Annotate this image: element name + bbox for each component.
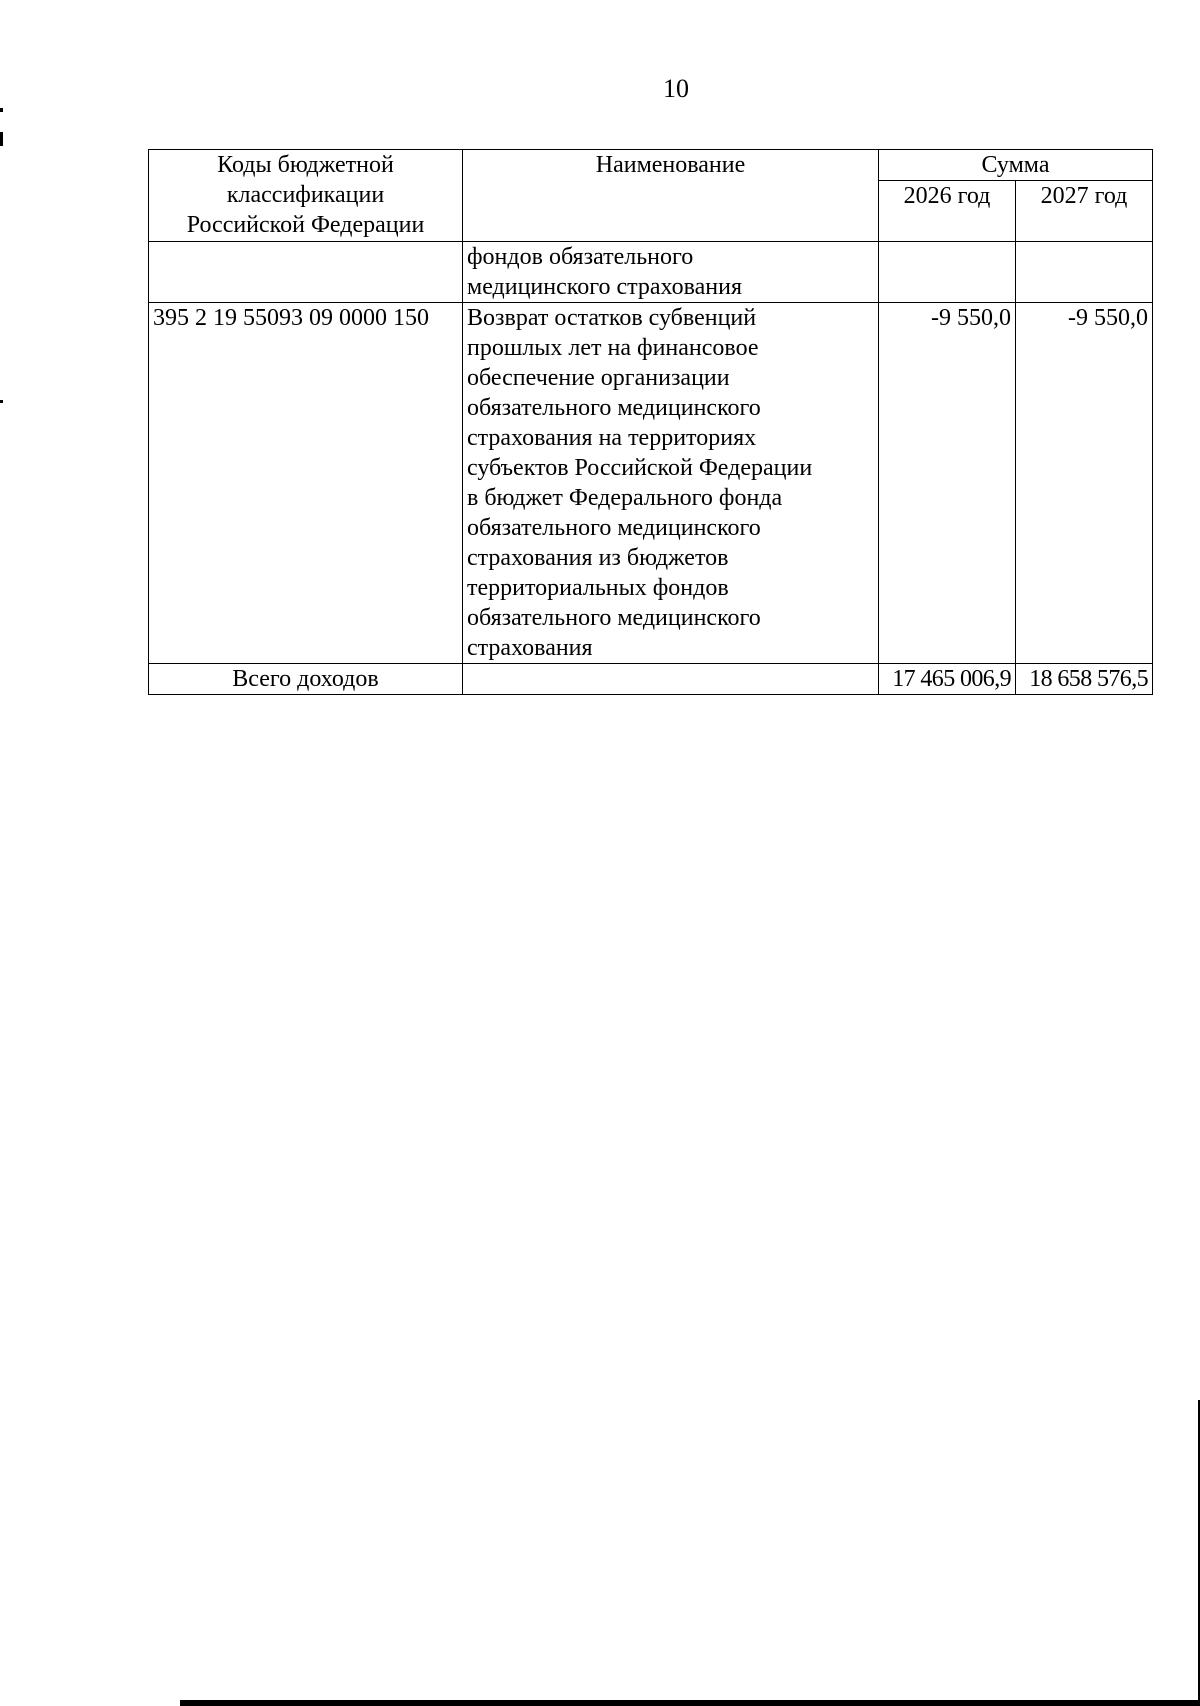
row-name-line: фондов обязательного bbox=[467, 244, 694, 270]
total-name bbox=[463, 664, 879, 695]
scan-edge-mark bbox=[0, 132, 3, 146]
row-value-2026: -9 550,0 bbox=[879, 303, 1016, 664]
row-value-2026 bbox=[879, 242, 1016, 303]
scan-edge-mark bbox=[0, 400, 3, 403]
header-sum: Сумма bbox=[879, 150, 1153, 181]
row-name-line: обязательного медицинского bbox=[467, 395, 761, 421]
row-name-line: в бюджет Федерального фонда bbox=[467, 485, 783, 511]
row-name-line: страхования на территориях bbox=[467, 425, 757, 451]
row-name-line: обеспечение организации bbox=[467, 365, 730, 391]
total-value-2026: 17 465 006,9 bbox=[879, 664, 1016, 695]
table-header bbox=[149, 150, 1153, 242]
row-code: 395 2 19 55093 09 0000 150 bbox=[149, 303, 463, 664]
scan-edge-mark bbox=[0, 108, 3, 112]
page-number: 10 bbox=[663, 74, 689, 103]
row-name-line: обязательного медицинского bbox=[467, 515, 761, 541]
row-name-line: территориальных фондов bbox=[467, 575, 729, 601]
total-label: Всего доходов bbox=[149, 664, 463, 695]
table-row bbox=[149, 303, 1153, 664]
header-year-2026: 2026 год bbox=[879, 181, 1016, 242]
row-name bbox=[463, 303, 879, 664]
row-value-2027: -9 550,0 bbox=[1016, 303, 1153, 664]
header-codes-line: Российской Федерации bbox=[186, 212, 425, 238]
row-name bbox=[463, 242, 879, 303]
row-name-line: прошлых лет на финансовое bbox=[467, 335, 759, 361]
header-year-2027: 2027 год bbox=[1016, 181, 1153, 242]
row-name-line: Возврат остатков субвенций bbox=[467, 305, 757, 331]
table-row-total bbox=[149, 664, 1153, 695]
header-codes-line: классификации bbox=[226, 182, 385, 208]
row-name-line: медицинского страхования bbox=[467, 274, 743, 300]
header-codes bbox=[149, 150, 463, 242]
row-name-line: обязательного медицинского bbox=[467, 605, 761, 631]
table-row-continuation bbox=[149, 242, 1153, 303]
row-name-line: субъектов Российской Федерации bbox=[467, 455, 813, 481]
row-name-line: страхования bbox=[467, 635, 593, 661]
header-codes-line: Коды бюджетной bbox=[217, 152, 394, 178]
header-name: Наименование bbox=[463, 150, 879, 242]
row-name-line: страхования из бюджетов bbox=[467, 545, 729, 571]
scan-bottom-bar bbox=[180, 1700, 1200, 1706]
budget-table bbox=[148, 149, 1153, 695]
total-value-2027: 18 658 576,5 bbox=[1016, 664, 1153, 695]
row-value-2027 bbox=[1016, 242, 1153, 303]
row-code bbox=[149, 242, 463, 303]
